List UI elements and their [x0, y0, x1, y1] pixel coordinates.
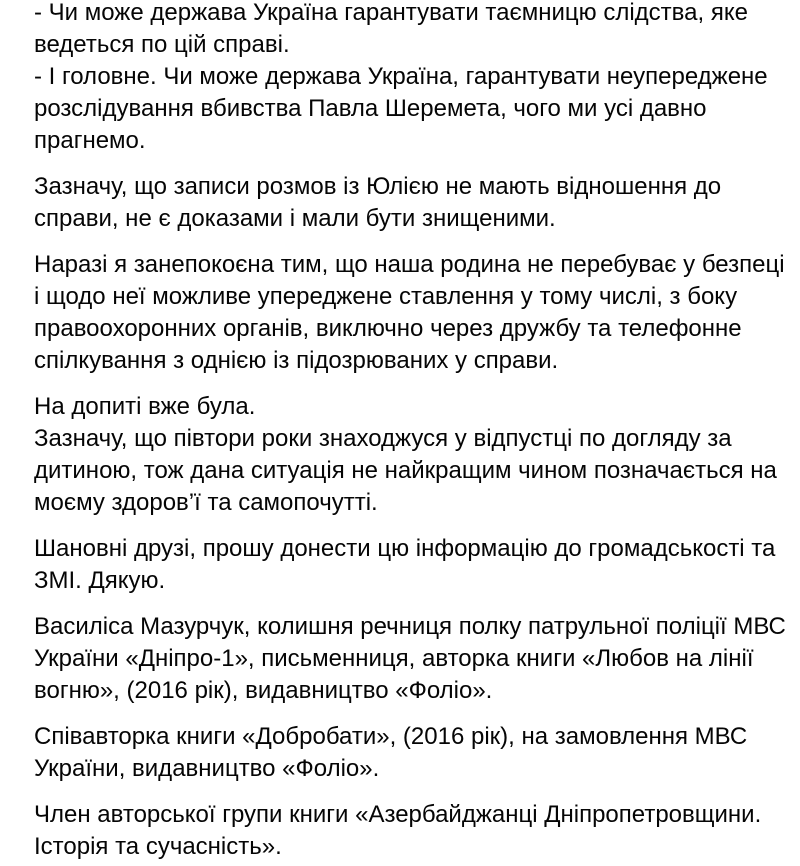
text-line: розслідування вбивства Павла Шеремета, чого ми усі давно: [34, 95, 707, 122]
text-line: - Чи може держава Україна гарантувати таємницю слідства, яке: [34, 0, 748, 26]
text-line: і щодо неї можливе упереджене ставлення у тому числі, з боку: [34, 283, 738, 310]
paragraph-appeal: [34, 533, 784, 597]
text-line: Зазначу, що півтори роки знаходжуся у відпустці по догляду за: [34, 425, 732, 452]
text-line: Член авторської групи книги «Азербайджанці Дніпропетровщини.: [34, 801, 762, 828]
text-line: - І головне. Чи може держава Україна, гарантувати неупереджене: [34, 63, 768, 90]
paragraph-guarantee-questions: [34, 0, 784, 157]
text-line: Співавторка книги «Добробати», (2016 рік), на замовлення МВС: [34, 723, 748, 750]
paragraph-interrogation: [34, 391, 784, 519]
text-line: України, видавництво «Фоліо».: [34, 755, 380, 782]
text-line: справи, не є доказами і мали бути знищеними.: [34, 205, 556, 232]
text-line: Зазначу, що записи розмов із Юлією не мають відношення до: [34, 173, 722, 200]
text-line: Шановні друзі, прошу донести цю інформацію до громадськості та: [34, 535, 776, 562]
text-line: На допиті вже була.: [34, 393, 256, 420]
paragraph-family-safety: [34, 249, 784, 377]
text-line: вогню», (2016 рік), видавництво «Фоліо».: [34, 677, 493, 704]
text-line: Василіса Мазурчук, колишня речниця полку патрульної поліції МВС: [34, 613, 786, 640]
text-line: правоохоронних органів, виключно через дружбу та телефонне: [34, 315, 742, 342]
paragraph-recordings: [34, 171, 784, 235]
text-line: ведеться по цій справі.: [34, 31, 290, 58]
text-line: ЗМІ. Дякую.: [34, 567, 166, 594]
text-line: дитиною, тож дана ситуація не найкращим чином позначається на: [34, 457, 777, 484]
text-line: Наразі я занепокоєна тим, що наша родина не перебуває у безпеці: [34, 251, 785, 278]
text-line: моєму здоров’ї та самопочутті.: [34, 489, 378, 516]
text-line: України «Дніпро-1», письменниця, авторка книги «Любов на лінії: [34, 645, 754, 672]
text-line: Історія та сучасність».: [34, 833, 282, 860]
paragraph-coauthor: [34, 721, 784, 785]
text-line: прагнемо.: [34, 127, 146, 154]
text-line: спілкування з однією із підозрюваних у справи.: [34, 347, 559, 374]
paragraph-author-bio: [34, 611, 784, 707]
paragraph-author-group: [34, 799, 784, 863]
